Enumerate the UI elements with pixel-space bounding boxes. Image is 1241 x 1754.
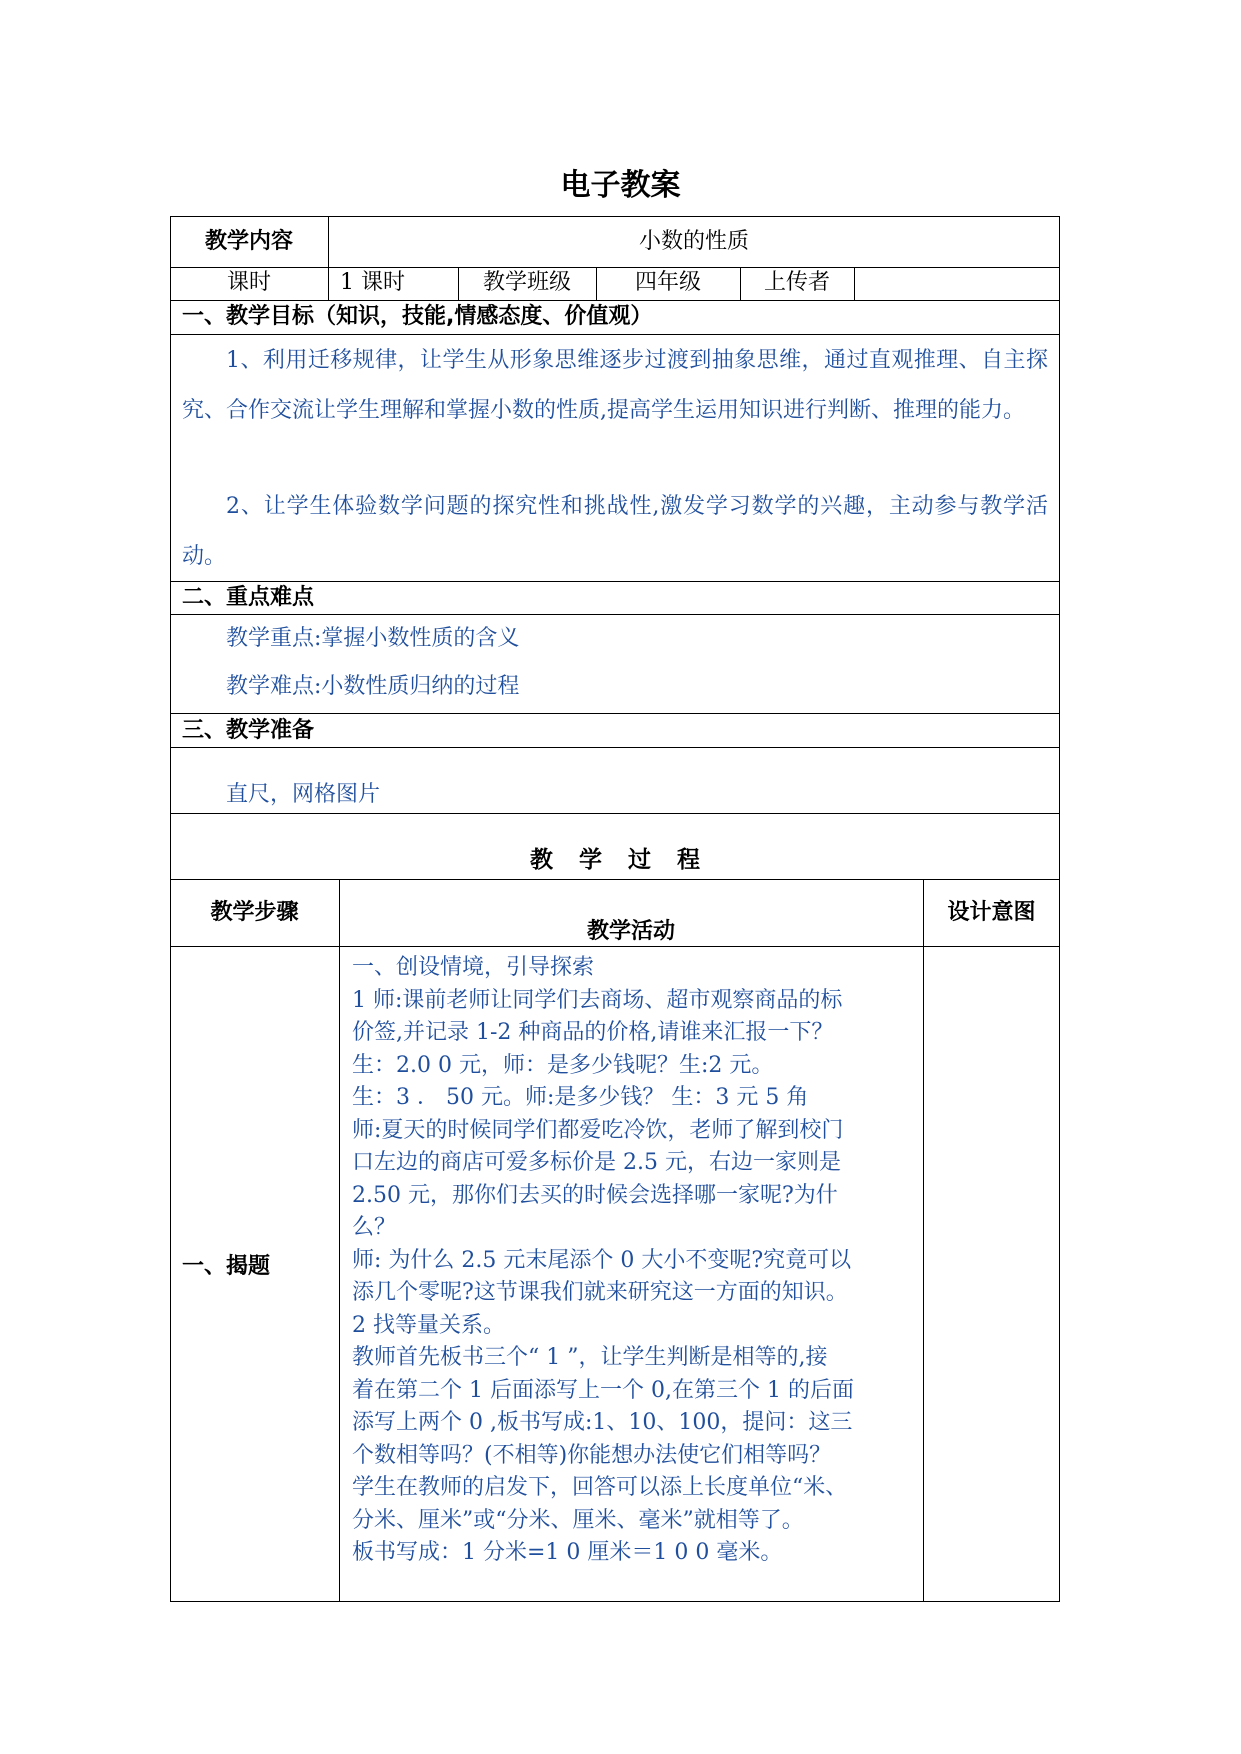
class-label: 教学班级: [482, 270, 571, 295]
col-header-steps: 教学步骤: [210, 900, 299, 925]
activity-line: 师: 为什么 2.5 元末尾添个 0 大小不变呢?究竟可以: [352, 1247, 852, 1273]
activity-line: 2 找等量关系。: [352, 1312, 505, 1338]
objective-paragraph-1: 1、利用迁移规律，让学生从形象思维逐步过渡到抽象思维，通过直观推理、自主探究、合作交流让学生理解和掌握小数的性质,提高学生运用知识进行判断、推理的能力。: [182, 348, 1048, 423]
process-heading: 教 学 过 程: [529, 847, 701, 873]
step-name: 一、揭题: [182, 1254, 271, 1279]
activity-line: 价签,并记录 1-2 种商品的价格,请谁来汇报一下？: [352, 1020, 834, 1045]
activity-line: 着在第二个 1 后面添写上一个 0,在第三个 1 的后面: [352, 1377, 854, 1403]
activity-line: 么？: [352, 1215, 397, 1240]
content-value: 小数的性质: [638, 229, 749, 254]
content-label: 教学内容: [204, 229, 293, 254]
col-header-activity: 教学活动: [586, 919, 675, 944]
activity-line: 学生在教师的启发下，回答可以添上长度单位“米、: [352, 1475, 848, 1500]
activity-line: 生：2.0 0 元，师：是多少钱呢？生:2 元。: [352, 1052, 774, 1078]
col-divider: [854, 267, 855, 300]
class-value: 四年级: [634, 270, 701, 295]
activity-line: 个数相等吗？(不相等)你能想办法使它们相等吗？: [352, 1442, 832, 1468]
activity-line: 板书写成：1 分米=1 0 厘米＝1 0 0 毫米。: [352, 1540, 783, 1565]
row-divider: [170, 300, 1060, 301]
difficulty-text: 教学难点:小数性质归纳的过程: [226, 674, 520, 699]
row-divider: [170, 813, 1060, 814]
col-header-intent: 设计意图: [947, 900, 1036, 925]
activity-line: 一、创设情境，引导探索: [352, 955, 595, 980]
activity-line: 2.50 元，那你们去买的时候会选择哪一家呢?为什: [352, 1182, 838, 1208]
activity-line: 添几个零呢?这节课我们就来研究这一方面的知识。: [352, 1280, 848, 1305]
activity-text: [352, 952, 918, 1570]
activity-line: 教师首先板书三个“ 1 ”，让学生判断是相等的,接: [352, 1345, 828, 1370]
row-divider: [170, 614, 1060, 615]
section-heading-objectives: 一、教学目标（知识，技能,情感态度、价值观）: [182, 304, 653, 329]
uploader-label: 上传者: [763, 270, 830, 295]
row-divider: [170, 713, 1060, 714]
document-title: 电子教案: [560, 168, 681, 203]
activity-line: 1 师:课前老师让同学们去商场、超市观察商品的标: [352, 987, 843, 1013]
materials-text: 直尺，网格图片: [226, 782, 381, 807]
section-heading-key-points: 二、重点难点: [182, 585, 315, 610]
objective-paragraph-2: 2、让学生体验数学问题的探究性和挑战性,激发学习数学的兴趣，主动参与教学活动。: [182, 494, 1048, 569]
row-divider: [170, 747, 1060, 748]
period-label: 课时: [226, 270, 271, 295]
activity-line: 师:夏天的时候同学们都爱吃冷饮，老师了解到校门: [352, 1117, 844, 1143]
section-heading-preparation: 三、教学准备: [182, 718, 315, 743]
activity-line: 口左边的商店可爱多标价是 2.5 元，右边一家则是: [352, 1150, 841, 1175]
col-divider: [923, 879, 924, 1602]
key-point-text: 教学重点:掌握小数性质的含义: [226, 626, 520, 651]
period-value: 1 课时: [340, 270, 405, 295]
row-divider: [170, 334, 1060, 335]
row-divider: [170, 879, 1060, 880]
activity-line: 添写上两个 0 ,板书写成:1、10、100，提问：这三: [352, 1410, 853, 1435]
activity-line: 生：3 ． 50 元。师:是多少钱？ 生：3 元 5 角: [352, 1085, 809, 1110]
activity-line: 分米、厘米”或“分米、厘米、毫米”就相等了。: [352, 1507, 804, 1533]
col-divider: [339, 879, 340, 1602]
